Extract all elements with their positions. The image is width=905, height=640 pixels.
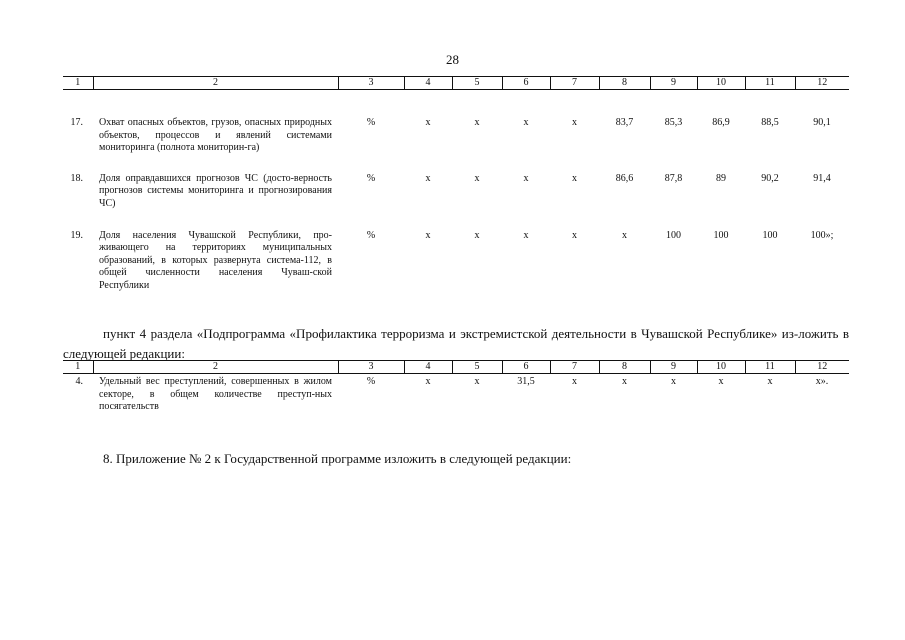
unit-cell: % bbox=[366, 376, 376, 387]
table-row bbox=[63, 155, 849, 211]
value-cell: x bbox=[523, 229, 529, 241]
value-cell: x bbox=[474, 117, 480, 128]
column-number-header: 6 bbox=[502, 77, 550, 90]
indicator-name: Доля оправдавшихся прогнозов ЧС (досто-верность прогнозов системы мониторинга и прогнозирования ЧС) bbox=[99, 172, 332, 209]
value-cell: x bbox=[767, 376, 773, 387]
indicator-name: Охват опасных объектов, грузов, опасных природных объектов, процессов и явлений системами мониторинга (полнота мониторин-га) bbox=[99, 117, 332, 154]
unit-cell: % bbox=[366, 117, 376, 128]
column-number-header: 2 bbox=[93, 361, 338, 374]
page-number: 28 bbox=[446, 52, 459, 67]
value-cell: x bbox=[474, 229, 480, 241]
column-number-header: 11 bbox=[745, 77, 795, 90]
value-cell: x bbox=[572, 376, 577, 387]
row-number: 4. bbox=[75, 376, 83, 387]
value-cell: 100 bbox=[666, 229, 681, 241]
value-cell: 100»; bbox=[810, 229, 834, 241]
table-row bbox=[63, 374, 849, 414]
indicators-table-1 bbox=[63, 76, 849, 293]
column-number-header: 8 bbox=[599, 361, 650, 374]
value-cell: 100 bbox=[762, 229, 778, 241]
value-cell: x bbox=[572, 117, 577, 128]
value-cell: 86,6 bbox=[615, 172, 634, 184]
column-number-header: 3 bbox=[338, 77, 404, 90]
value-cell: 83,7 bbox=[615, 117, 634, 128]
value-cell: 89 bbox=[716, 172, 726, 184]
column-number-header: 4 bbox=[404, 77, 452, 90]
column-number-header: 6 bbox=[502, 361, 550, 374]
value-cell: x bbox=[572, 172, 577, 184]
table-row bbox=[63, 90, 849, 155]
indicators-table-2 bbox=[63, 360, 849, 414]
value-cell: 90,2 bbox=[761, 172, 779, 184]
value-cell: 91,4 bbox=[813, 172, 831, 184]
column-number-header: 9 bbox=[650, 361, 697, 374]
value-cell: 88,5 bbox=[761, 117, 779, 128]
appendix-paragraph: 8. Приложение № 2 к Государственной программе изложить в следующей редакции: bbox=[103, 451, 572, 466]
value-cell: x». bbox=[815, 376, 829, 387]
value-cell: x bbox=[523, 117, 529, 128]
indicator-name: Доля населения Чувашской Республики, про-живающего на территориях муниципальных образований, в которых развернута система-112, в общей численности населения Чуваш-ской Республики bbox=[99, 229, 332, 291]
value-cell: x bbox=[622, 229, 627, 241]
unit-cell: % bbox=[366, 172, 376, 184]
table-header-row bbox=[63, 361, 849, 374]
column-number-header: 9 bbox=[650, 77, 697, 90]
value-cell: 87,8 bbox=[664, 172, 683, 184]
row-number: 17. bbox=[70, 117, 83, 128]
value-cell: 31,5 bbox=[517, 376, 535, 387]
table-header-row bbox=[63, 77, 849, 90]
value-cell: x bbox=[622, 376, 627, 387]
column-number-header: 11 bbox=[745, 361, 795, 374]
column-number-header: 1 bbox=[63, 77, 93, 90]
column-number-header: 1 bbox=[63, 361, 93, 374]
value-cell: x bbox=[523, 172, 529, 184]
value-cell: 100 bbox=[713, 229, 729, 241]
row-number: 18. bbox=[70, 172, 83, 184]
column-number-header: 5 bbox=[452, 77, 502, 90]
column-number-header: 10 bbox=[697, 77, 745, 90]
column-number-header: 7 bbox=[550, 77, 599, 90]
value-cell: x bbox=[425, 229, 431, 241]
value-cell: x bbox=[474, 376, 480, 387]
value-cell: x bbox=[425, 172, 431, 184]
value-cell: 86,9 bbox=[712, 117, 730, 128]
column-number-header: 4 bbox=[404, 361, 452, 374]
indicator-name: Удельный вес преступлений, совершенных в жилом секторе, в общем количестве преступ-ных посягательств bbox=[99, 376, 332, 413]
value-cell: 90,1 bbox=[813, 117, 831, 128]
column-number-header: 2 bbox=[93, 77, 338, 90]
column-number-header: 8 bbox=[599, 77, 650, 90]
column-number-header: 5 bbox=[452, 361, 502, 374]
value-cell: x bbox=[425, 117, 431, 128]
table-row bbox=[63, 211, 849, 293]
column-number-header: 7 bbox=[550, 361, 599, 374]
column-number-header: 12 bbox=[795, 361, 849, 374]
column-number-header: 3 bbox=[338, 361, 404, 374]
amendment-paragraph: пункт 4 раздела «Подпрограмма «Профилактика терроризма и экстремистской деятельности в Чувашской Республике» из-ложить в следующей редакции: bbox=[63, 326, 849, 361]
value-cell: x bbox=[474, 172, 480, 184]
column-number-header: 10 bbox=[697, 361, 745, 374]
row-number: 19. bbox=[70, 229, 83, 241]
value-cell: x bbox=[671, 376, 676, 387]
unit-cell: % bbox=[366, 229, 376, 241]
column-number-header: 12 bbox=[795, 77, 849, 90]
value-cell: x bbox=[572, 229, 577, 241]
value-cell: x bbox=[425, 376, 431, 387]
value-cell: x bbox=[718, 376, 724, 387]
value-cell: 85,3 bbox=[664, 117, 683, 128]
